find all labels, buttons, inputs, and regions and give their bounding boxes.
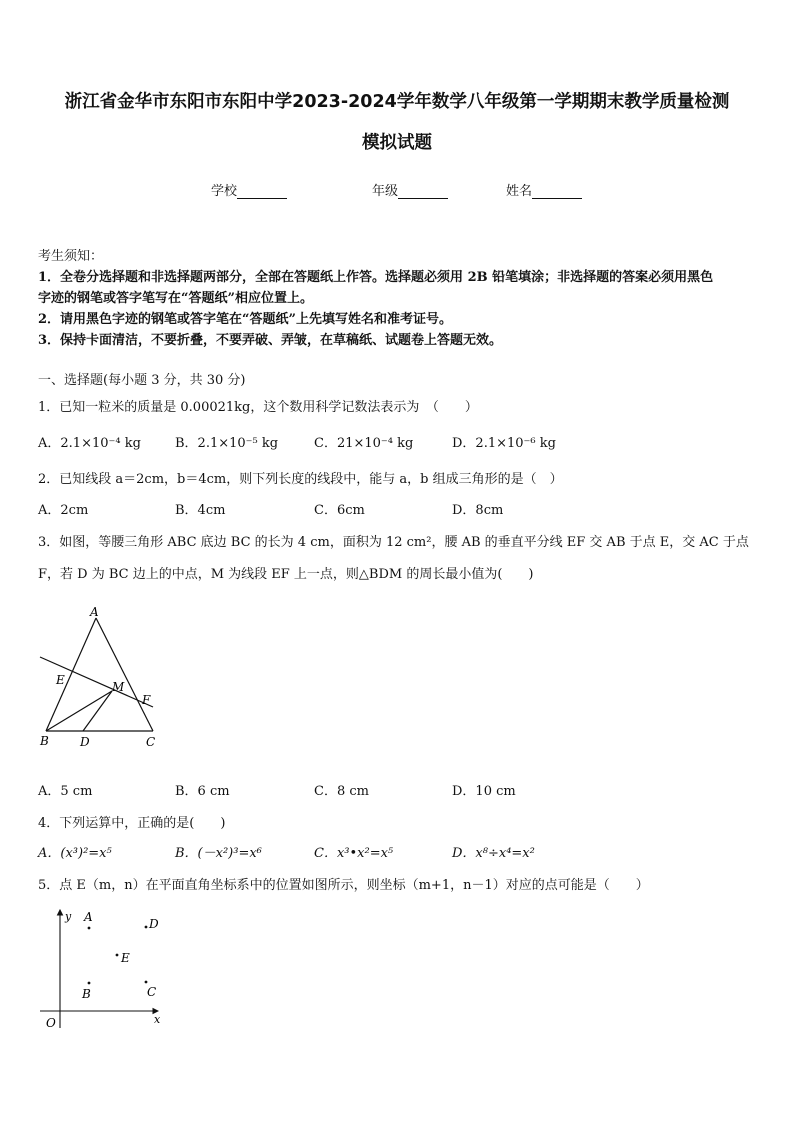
- school-field[interactable]: [211, 180, 287, 199]
- notice-heading: 考生须知：: [38, 249, 104, 264]
- q3-segment-dm: [83, 691, 112, 731]
- q3-option-a[interactable]: A．5 cm: [38, 784, 93, 799]
- q5-point-d: [145, 926, 148, 929]
- section1-heading: 一、选择题(每小题 3 分，共 30 分): [38, 373, 246, 388]
- q3-edge-ab: [46, 618, 96, 731]
- q3-stem-line2: F，若 D 为 BC 边上的中点，M 为线段 EF 上一点，则△BDM 的周长最小值为( ): [38, 567, 534, 582]
- name-label: 姓名: [506, 184, 533, 199]
- q5-point-c: [145, 981, 148, 984]
- q5-label-e: E: [121, 951, 130, 965]
- q2-option-b[interactable]: B．4cm: [175, 503, 226, 518]
- q4-option-a[interactable]: A．(x³)²=x⁵: [38, 846, 112, 861]
- school-label: 学校: [211, 184, 238, 199]
- q3-label-d: D: [80, 735, 90, 749]
- notice-item1-a: 1．全卷分选择题和非选择题两部分，全部在答题纸上作答。选择题必须用 2B 铅笔填涂；非选择题的答案必须用黑色: [38, 270, 714, 285]
- q3-label-m: M: [112, 680, 125, 694]
- q1-stem: 1．已知一粒米的质量是 0.00021kg，这个数用科学记数法表示为 （ ）: [38, 400, 478, 415]
- q2-option-d[interactable]: D．8cm: [452, 503, 504, 518]
- q5-label-a: A: [84, 910, 93, 924]
- q5-point-a: [88, 927, 91, 930]
- q3-edge-ac: [96, 618, 153, 731]
- school-blank[interactable]: [237, 184, 287, 199]
- grade-field[interactable]: [372, 180, 448, 199]
- grade-blank[interactable]: [398, 184, 448, 199]
- q5-label-d: D: [149, 917, 159, 931]
- q3-option-d[interactable]: D．10 cm: [452, 784, 516, 799]
- q1-option-a[interactable]: A．2.1×10⁻⁴ kg: [38, 436, 141, 451]
- notice-item2: 2．请用黑色字迹的钢笔或答字笔在“答题纸”上先填写姓名和准考证号。: [38, 312, 453, 327]
- q3-label-b: B: [40, 734, 49, 748]
- q5-label-b: B: [82, 987, 91, 1001]
- q3-label-f: F: [142, 693, 151, 707]
- q3-triangle-figure: [36, 600, 166, 750]
- notice-item3: 3．保持卡面清洁，不要折叠，不要弄破、弄皱，在草稿纸、试题卷上答题无效。: [38, 333, 503, 348]
- q5-label-o: O: [46, 1016, 56, 1030]
- q4-option-b[interactable]: B．(－x²)³=x⁶: [175, 846, 262, 861]
- notice-item1-b: 字迹的钢笔或答字笔写在“答题纸”相应位置上。: [38, 291, 313, 306]
- q5-coordinate-figure: [36, 900, 176, 1035]
- q3-segment-bm: [46, 691, 112, 731]
- q3-option-b[interactable]: B．6 cm: [175, 784, 230, 799]
- q5-label-x: x: [154, 1013, 161, 1026]
- q3-label-a: A: [90, 605, 99, 619]
- q5-point-b: [88, 982, 91, 985]
- q5-point-e: [116, 954, 119, 957]
- q3-label-e: E: [56, 673, 65, 687]
- q2-option-c[interactable]: C．6cm: [314, 503, 365, 518]
- q2-option-a[interactable]: A．2cm: [38, 503, 89, 518]
- name-field[interactable]: [506, 180, 582, 199]
- q1-option-b[interactable]: B．2.1×10⁻⁵ kg: [175, 436, 279, 451]
- q1-option-d[interactable]: D．2.1×10⁻⁶ kg: [452, 436, 556, 451]
- q4-option-c[interactable]: C．x³•x²=x⁵: [314, 846, 394, 861]
- q3-option-c[interactable]: C．8 cm: [314, 784, 369, 799]
- q2-stem: 2．已知线段 a＝2cm，b＝4cm，则下列长度的线段中，能与 a，b 组成三角形的是（ ）: [38, 472, 563, 487]
- exam-title-line1: 浙江省金华市东阳市东阳中学2023-2024学年数学八年级第一学期期末教学质量检测: [64, 92, 730, 112]
- q3-stem-line1: 3．如图，等腰三角形 ABC 底边 BC 的长为 4 cm，面积为 12 cm²，腰 AB 的垂直平分线 EF 交 AB 于点 E，交 AC 于点: [38, 535, 749, 550]
- q5-stem: 5．点 E（m，n）在平面直角坐标系中的位置如图所示，则坐标（m+1，n－1）对应的点可能是（ ）: [38, 878, 649, 893]
- name-blank[interactable]: [532, 184, 582, 199]
- q3-label-c: C: [146, 735, 156, 749]
- q5-label-c: C: [147, 985, 157, 999]
- q4-option-d[interactable]: D．x⁸÷x⁴=x²: [452, 846, 535, 861]
- q4-stem: 4．下列运算中，正确的是( ): [38, 816, 226, 831]
- exam-title-line2: 模拟试题: [362, 133, 432, 153]
- grade-label: 年级: [372, 184, 399, 199]
- q5-label-y: y: [65, 910, 72, 923]
- q1-option-c[interactable]: C．21×10⁻⁴ kg: [314, 436, 414, 451]
